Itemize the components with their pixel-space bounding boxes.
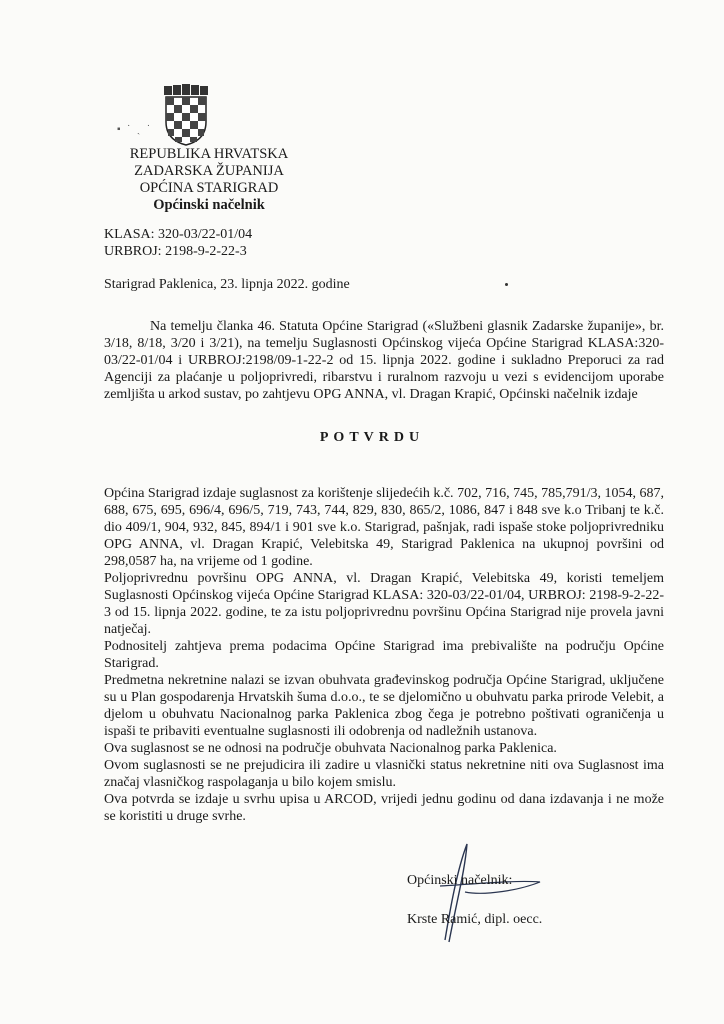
body-paragraph: Poljoprivrednu površinu OPG ANNA, vl. Dragan Krapić, Velebitska 49, koristi temeljem Suglasnosti Općinskog vijeća Općine Starigrad KLASA: 320-03/22-01/04, URBROJ: 2198-9-2-22-3 od 15. lipnja 2022. godine, te za istu poljoprivrednu površinu Općina Starigrad nije provela javni natječaj.: [104, 571, 664, 637]
header-municipality: OPĆINA STARIGRAD: [139, 180, 279, 196]
signature-block: [407, 872, 542, 928]
document-title: POTVRDU: [319, 430, 425, 445]
issuer-header: [104, 146, 314, 214]
intro-paragraph: Na temelju članka 46. Statuta Općine Starigrad («Službeni glasnik Zadarske županije», br. 3/18, 8/18, 3/20 i 3/21), na temelju Suglasnosti Općinskog vijeća Općine Starigrad KLASA:320-03/22-01/04 i URBROJ:2198/09-1-22-2 od 15. lipnja 2022. godine i sukladno Preporuci za rad Agenciji za plaćanje u poljoprivredi, ribarstvu i ruralnom razvoju u vezi s evidencijom uporabe zemljišta u arkod sustav, po zahtjevu OPG ANNA, vl. Dragan Krapić, Općinski načelnik izdaje: [104, 319, 664, 402]
document-body: [104, 485, 664, 825]
header-county: ZADARSKA ŽUPANIJA: [134, 163, 284, 179]
body-paragraph: Ova suglasnost se ne odnosi na područje obuhvata Nacionalnog parka Paklenica.: [104, 741, 557, 756]
reference-block: [104, 226, 252, 260]
signature-name: Krste Ramić, dipl. oecc.: [407, 912, 543, 927]
body-paragraph: Predmetna nekretnine nalazi se izvan obuhvata građevinskog područja Općine Starigrad, uključene su u Plan gospodarenja Hrvatskih šuma d.o.o., te se djelomično u obuhvatu parka prirode Velebit, a djelom u obuhvatu Nacionalnog parka Paklenica zbog čega je potrebno poštivati ograničenja u ispaši te pribaviti eventualne suglasnosti ili odobrenja od nadležnih ustanova.: [104, 673, 664, 739]
document-date: Starigrad Paklenica, 23. lipnja 2022. godine: [104, 277, 350, 292]
klasa: KLASA: 320-03/22-01/04: [104, 227, 253, 242]
scan-dot: [505, 283, 508, 286]
body-paragraph: Ovom suglasnosti se ne prejudicira ili zadire u vlasnički status nekretnine niti ova Suglasnost ima značaj vlasničkog raspolaganja u bilo kojem smislu.: [104, 758, 664, 790]
scan-speckle: ▪ ˙ ˎ ˙: [117, 124, 153, 135]
signature-title: Općinski načelnik:: [407, 873, 513, 888]
body-paragraph: Podnositelj zahtjeva prema podacima Općine Starigrad ima prebivalište na području Općine Starigrad.: [104, 639, 664, 671]
header-office: Općinski načelnik: [153, 197, 265, 213]
header-country: REPUBLIKA HRVATSKA: [129, 146, 289, 162]
body-paragraph: Ova potvrda se izdaje u svrhu upisa u ARCOD, vrijedi jednu godinu od dana izdavanja i ne može se koristiti u druge svrhe.: [104, 792, 664, 824]
body-paragraph: Općina Starigrad izdaje suglasnost za korištenje slijedećih k.č. 702, 716, 745, 785,791/3, 1054, 687, 688, 675, 695, 696/4, 696/5, 719, 743, 744, 829, 830, 865/2, 1086, 847 i 848 sve k.o Tribanj te k.č. dio 409/1, 904, 932, 845, 894/1 i 901 sve k.o. Starigrad, pašnjak, radi ispaše stoke poljoprivredniku OPG ANNA, vl. Dragan Krapić, Velebitska 49, Starigrad Paklenica na ukupnoj površini od 298,0587 ha, na vrijeme od 1 godine.: [104, 486, 664, 569]
coat-of-arms-icon: [163, 84, 209, 146]
urbroj: URBROJ: 2198-9-2-22-3: [104, 244, 247, 259]
